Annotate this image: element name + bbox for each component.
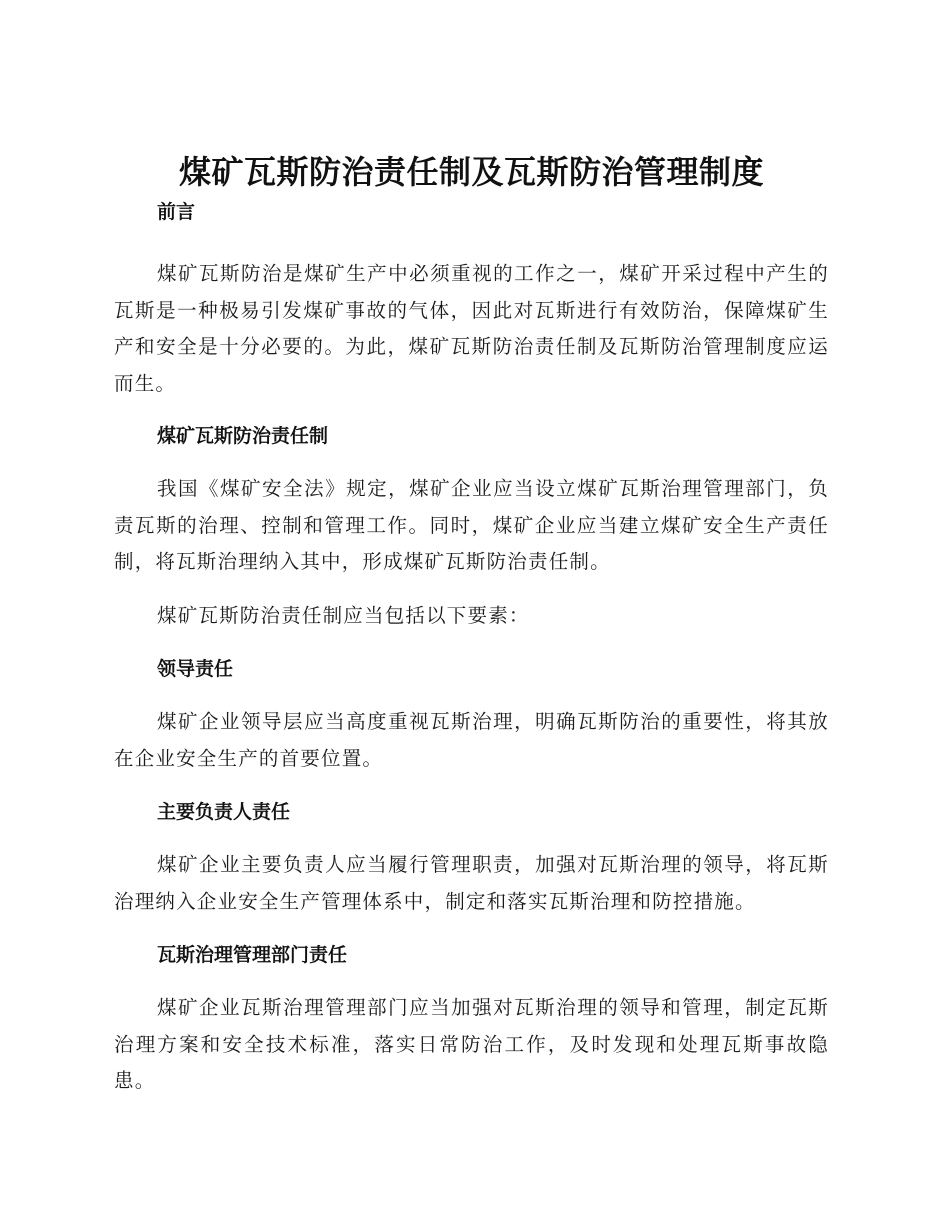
document-title: 煤矿瓦斯防治责任制及瓦斯防治管理制度 xyxy=(178,153,764,191)
paragraph-management-dept: 煤矿企业瓦斯治理管理部门应当加强对瓦斯治理的领导和管理，制定瓦斯治理方案和安全技术标准，落实日常防治工作，及时发现和处理瓦斯事故隐患。 xyxy=(114,996,829,1092)
section-heading-principal: 主要负责人责任 xyxy=(157,801,291,823)
paragraph-law-requirement: 我国《煤矿安全法》规定，煤矿企业应当设立煤矿瓦斯治理管理部门，负责瓦斯的治理、控制和管理工作。同时，煤矿企业应当建立煤矿安全生产责任制，将瓦斯治理纳入其中，形成煤矿瓦斯防治责任制。 xyxy=(114,477,829,573)
section-heading-responsibility-system: 煤矿瓦斯防治责任制 xyxy=(157,425,329,447)
paragraph-principal: 煤矿企业主要负责人应当履行管理职责，加强对瓦斯治理的领导，将瓦斯治理纳入企业安全生产管理体系中，制定和落实瓦斯治理和防控措施。 xyxy=(114,853,829,913)
paragraph-elements-intro: 煤矿瓦斯防治责任制应当包括以下要素： xyxy=(157,603,530,627)
section-heading-management-dept: 瓦斯治理管理部门责任 xyxy=(157,944,348,966)
paragraph-preface: 煤矿瓦斯防治是煤矿生产中必须重视的工作之一，煤矿开采过程中产生的瓦斯是一种极易引发煤矿事故的气体，因此对瓦斯进行有效防治，保障煤矿生产和安全是十分必要的。为此，煤矿瓦斯防治责任制及瓦斯防治管理制度应运而生。 xyxy=(114,262,829,395)
section-heading-leadership: 领导责任 xyxy=(157,658,234,680)
section-heading-preface: 前言 xyxy=(157,201,196,223)
document-page xyxy=(114,150,829,1100)
paragraph-leadership: 煤矿企业领导层应当高度重视瓦斯治理，明确瓦斯防治的重要性，将其放在企业安全生产的首要位置。 xyxy=(114,710,829,770)
